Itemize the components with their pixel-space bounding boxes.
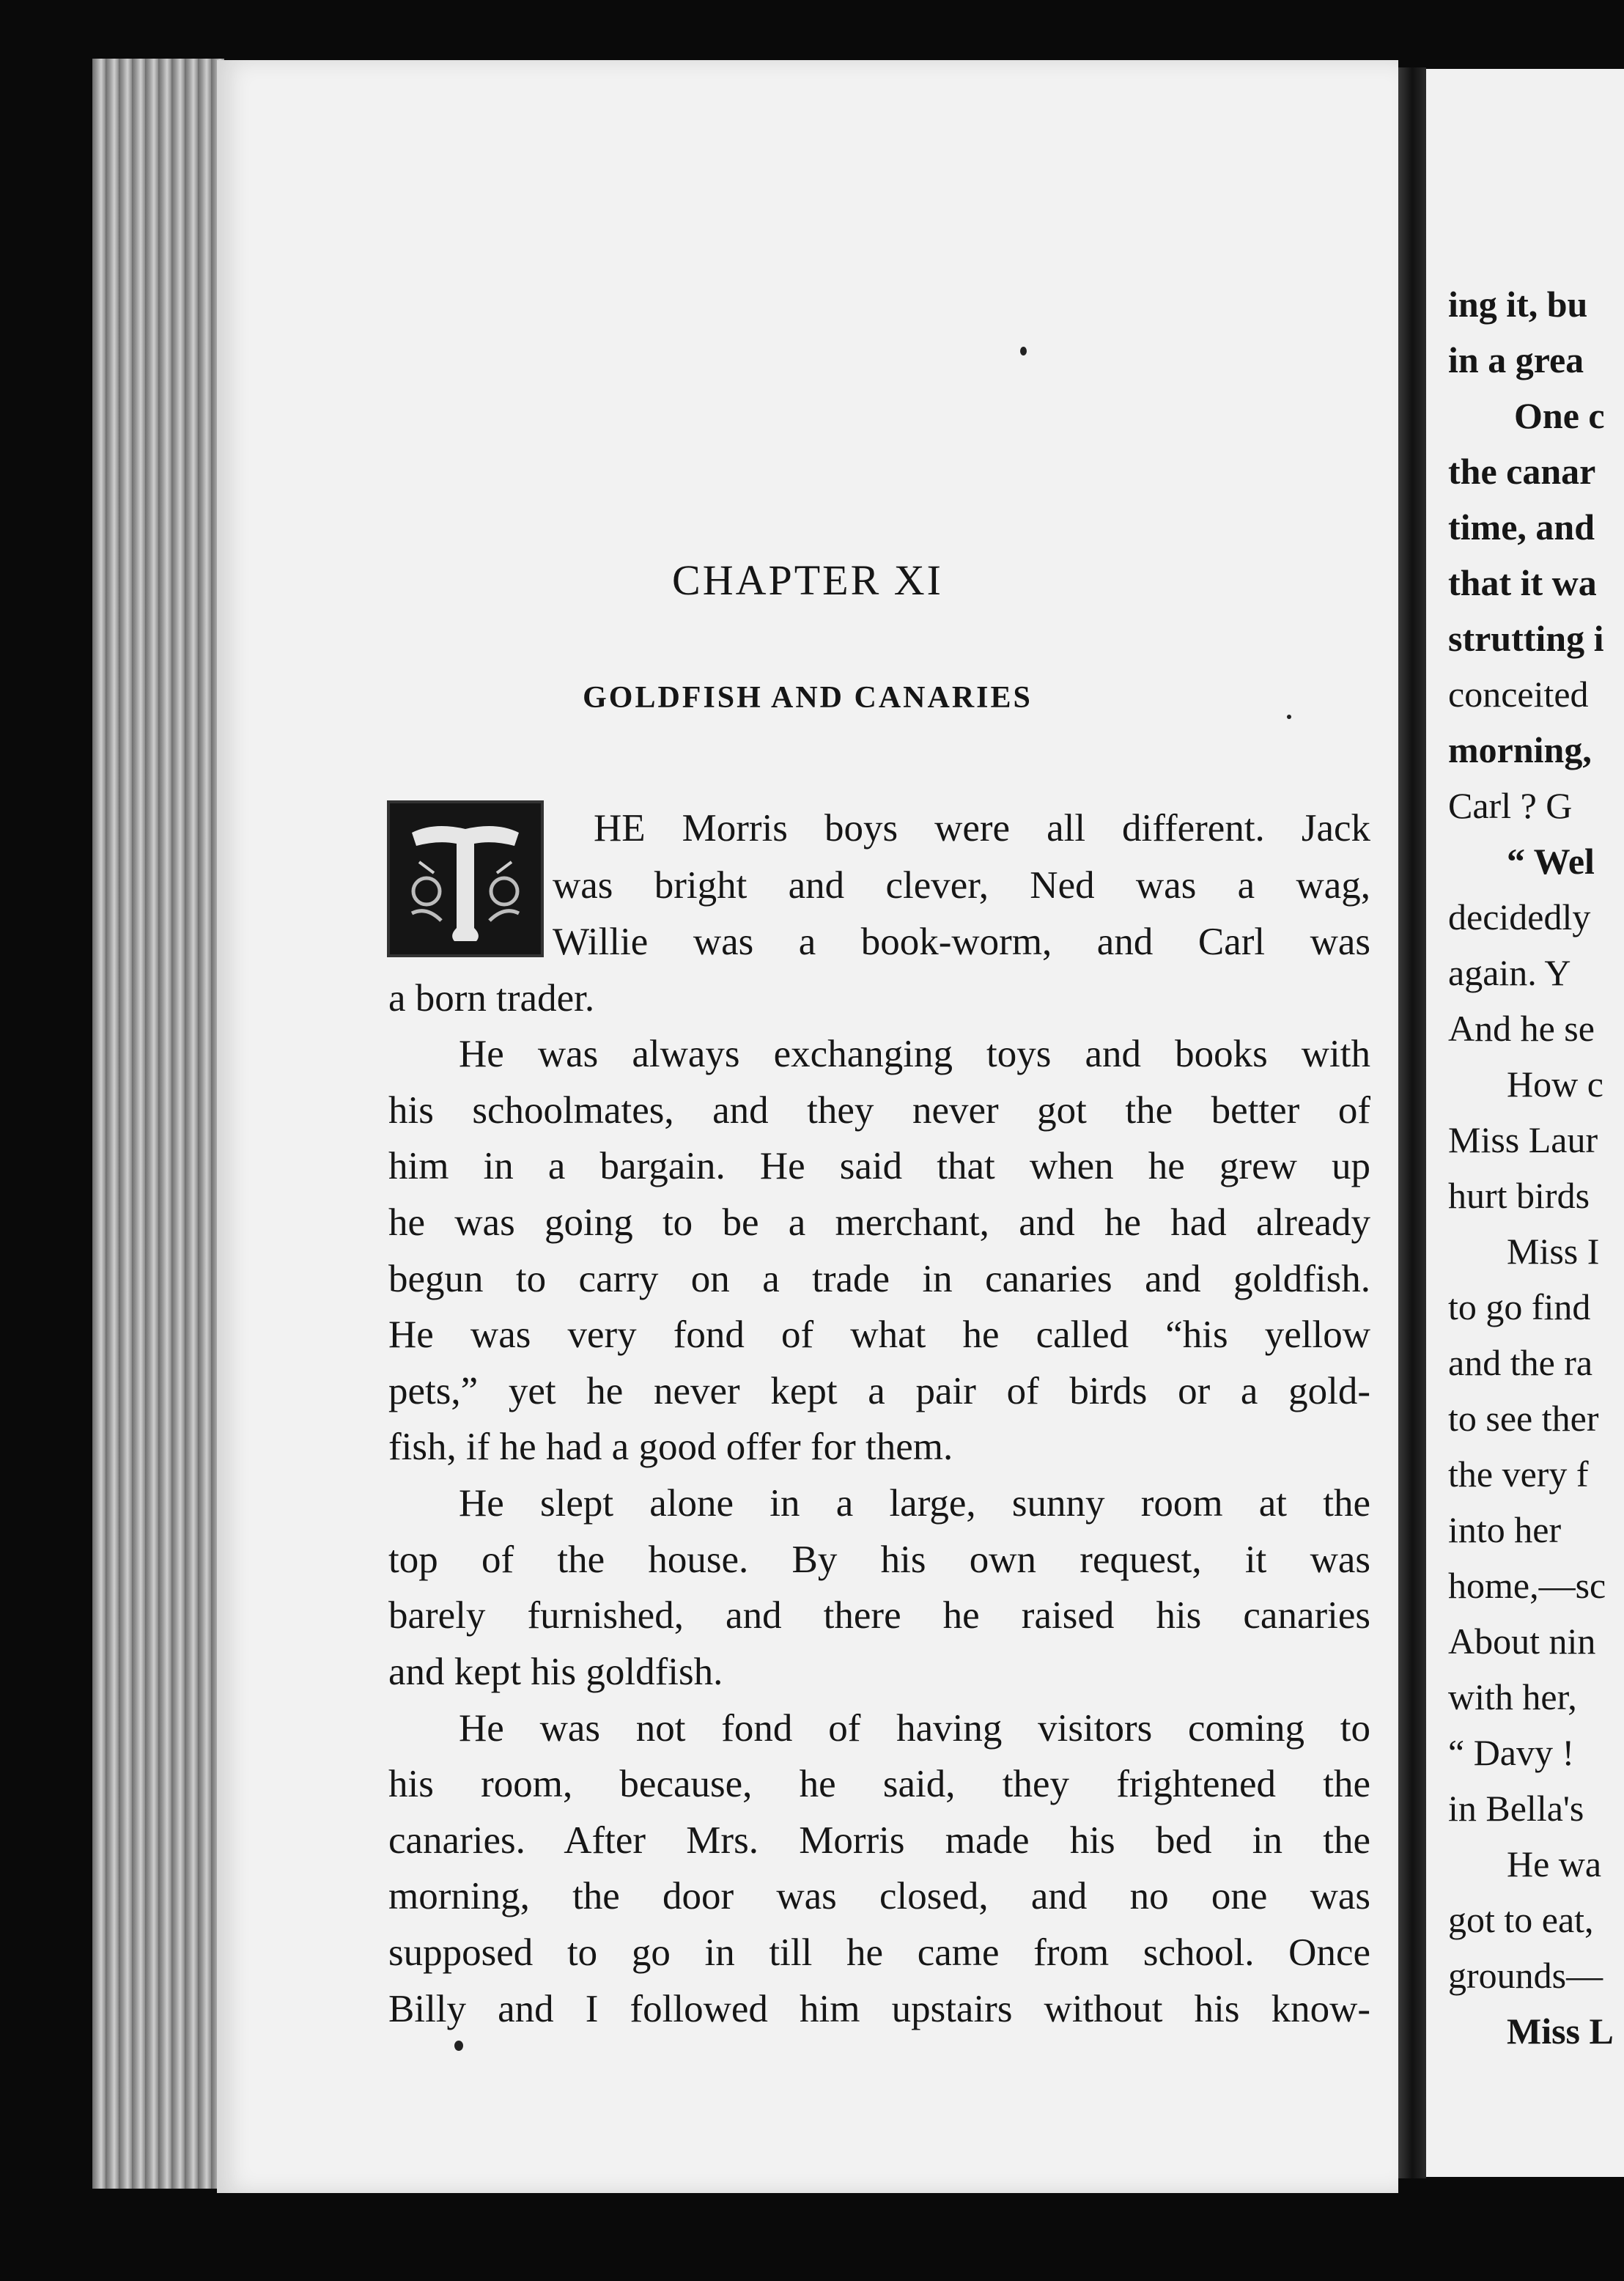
text-line: top of the house. By his own request, it was: [388, 1539, 1370, 1581]
right-page: [1426, 69, 1624, 2177]
text-line: got to eat,: [1448, 1899, 1594, 1940]
text-line: in a grea: [1448, 339, 1584, 380]
text-line: “ Wel: [1507, 841, 1595, 882]
text-line: Carl ? G: [1448, 785, 1573, 826]
text-line: his schoolmates, and they never got the better of: [388, 1089, 1370, 1132]
book-page-edges: [92, 59, 224, 2189]
text-line: He was always exchanging toys and books with: [459, 1033, 1370, 1075]
text-line: and kept his goldfish.: [388, 1651, 723, 1693]
text-line: He wa: [1507, 1843, 1602, 1884]
text-line: the canar: [1448, 451, 1596, 492]
text-line: in Bella's: [1448, 1788, 1584, 1829]
text-line: Miss I: [1507, 1231, 1600, 1272]
text-line: Miss Laur: [1448, 1119, 1598, 1160]
text-line: fish, if he had a good offer for them.: [388, 1426, 953, 1468]
text-line: He was very fond of what he called “his yellow: [388, 1313, 1370, 1356]
text-line: hurt birds: [1448, 1175, 1590, 1216]
text-line: was bright and clever, Ned was a wag,: [553, 864, 1370, 907]
text-line: ing it, bu: [1448, 284, 1588, 325]
text-line: the very f: [1448, 1453, 1589, 1495]
text-line: morning, the door was closed, and no one was: [388, 1875, 1370, 1917]
text-line: to go find: [1448, 1286, 1591, 1327]
text-line: Willie was a book-worm, and Carl was: [553, 921, 1370, 963]
text-line: canaries. After Mrs. Morris made his bed in the: [388, 1819, 1370, 1862]
text-line: He slept alone in a large, sunny room at the: [459, 1482, 1370, 1525]
ink-speck: [1020, 347, 1027, 355]
text-line: “ Davy !: [1448, 1732, 1575, 1773]
text-line: again. Y: [1448, 952, 1571, 993]
text-line: Miss L: [1507, 2011, 1614, 2052]
text-line: him in a bargain. He said that when he grew up: [388, 1145, 1370, 1187]
text-line: he was going to be a merchant, and he had already: [388, 1201, 1370, 1244]
text-line: time, and: [1448, 506, 1595, 548]
text-line: He was not fond of having visitors coming to: [459, 1707, 1370, 1750]
book-gutter: [1398, 67, 1426, 2178]
text-line: that it wa: [1448, 562, 1597, 603]
text-line: begun to carry on a trade in canaries and goldfish.: [388, 1258, 1370, 1300]
text-line: How c: [1507, 1064, 1603, 1105]
chapter-heading: CHAPTER XI: [672, 556, 943, 604]
section-title: GOLDFISH AND CANARIES: [583, 681, 1033, 715]
text-line: with her,: [1448, 1676, 1577, 1717]
text-line: into her: [1448, 1509, 1562, 1550]
ink-speck: [454, 2041, 463, 2051]
text-line: One c: [1514, 395, 1605, 436]
text-line: About nin: [1448, 1621, 1596, 1662]
text-line: to see ther: [1448, 1398, 1599, 1439]
text-line: supposed to go in till he came from school. Once: [388, 1931, 1370, 1974]
text-line: conceited: [1448, 674, 1589, 715]
text-line: grounds—: [1448, 1955, 1603, 1996]
text-line: barely furnished, and there he raised his canaries: [388, 1594, 1370, 1637]
text-line: a born trader.: [388, 977, 595, 1020]
text-line: decidedly: [1448, 896, 1591, 937]
text-line: pets,” yet he never kept a pair of birds or a gold-: [388, 1370, 1370, 1412]
text-line: strutting i: [1448, 618, 1604, 659]
text-line: and the ra: [1448, 1342, 1593, 1383]
text-line: And he se: [1448, 1008, 1595, 1049]
ink-speck: [1287, 715, 1291, 719]
ornamental-letter-t-icon: [387, 800, 544, 957]
text-line: morning,: [1448, 729, 1592, 770]
text-line: Billy and I followed him upstairs without his know-: [388, 1988, 1370, 2030]
text-line: HE Morris boys were all different. Jack: [594, 807, 1370, 850]
text-line: home,—sc: [1448, 1565, 1606, 1606]
text-line: his room, because, he said, they frightened the: [388, 1763, 1370, 1805]
